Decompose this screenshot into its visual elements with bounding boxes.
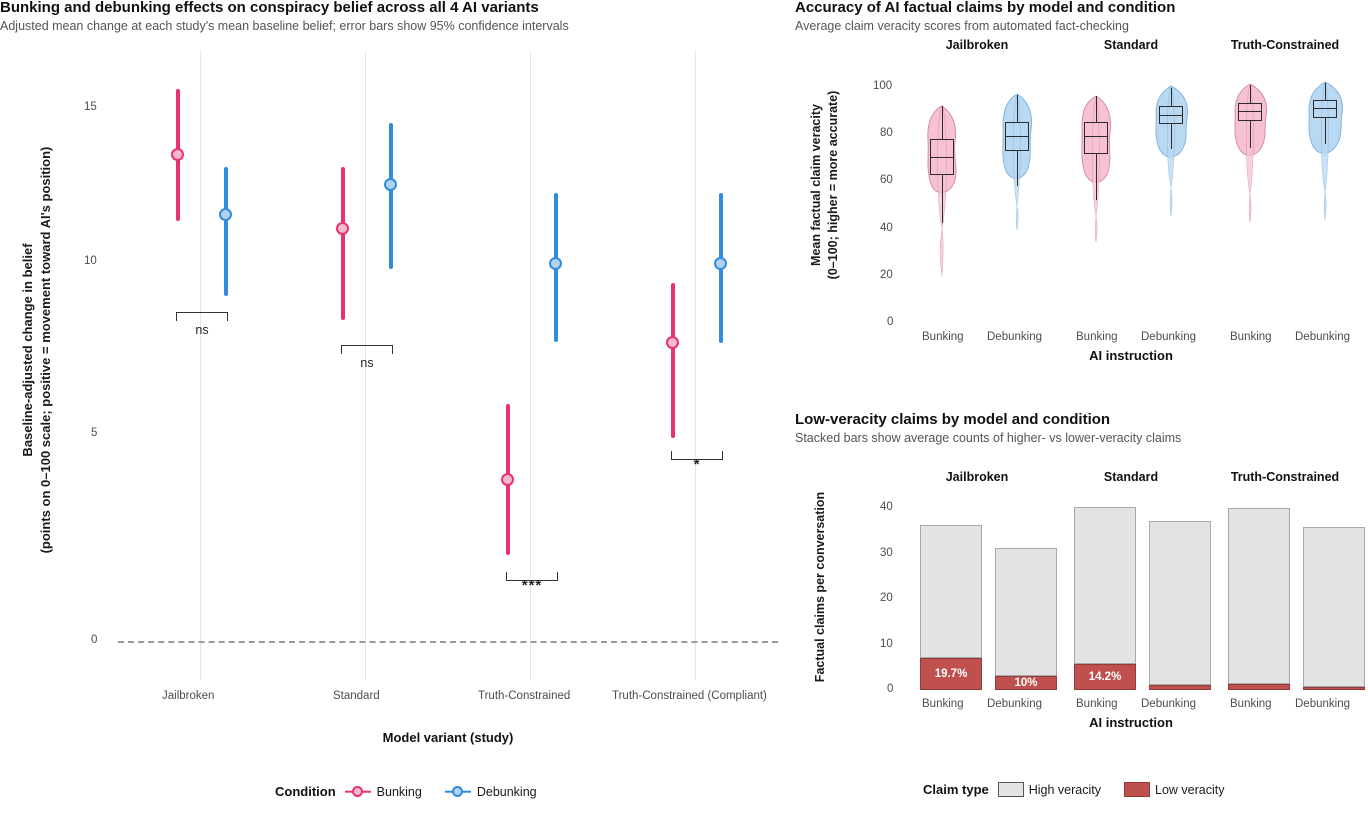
sig-label-jailbroken: ns bbox=[195, 323, 209, 337]
left-ytick-5: 5 bbox=[91, 427, 98, 439]
point-debunking-jailbroken bbox=[219, 208, 232, 221]
condition-legend-title: Condition bbox=[275, 784, 336, 799]
rt-strip-jailbroken: Jailbroken bbox=[945, 38, 1009, 52]
box-standard-bunking bbox=[1084, 122, 1108, 154]
bar-low-tc-debunking[interactable] bbox=[1303, 687, 1365, 690]
legend-item-low-veracity[interactable] bbox=[1124, 782, 1224, 797]
rb-ytick-10: 10 bbox=[880, 638, 893, 650]
errorbar-debunking-jailbroken bbox=[224, 167, 228, 296]
rt-x-axis-title: AI instruction bbox=[1089, 348, 1173, 363]
legend-item-debunking[interactable] bbox=[445, 785, 537, 799]
bar-high-standard-bunking[interactable] bbox=[1074, 507, 1136, 664]
rt-xtick-standard-debunking: Debunking bbox=[1141, 331, 1196, 343]
gridline-truth-constrained-compliant bbox=[695, 50, 696, 680]
rb-xtick-standard-debunking: Debunking bbox=[1141, 698, 1196, 710]
rt-ytick-80: 80 bbox=[880, 127, 893, 139]
rb-plot-area bbox=[900, 490, 1362, 690]
pct-label-jailbroken-bunking: 19.7% bbox=[934, 668, 968, 680]
sig-label-standard: ns bbox=[360, 356, 374, 370]
whisker-upper-tc-bunking bbox=[1250, 85, 1251, 103]
pct-label-standard-bunking: 14.2% bbox=[1088, 671, 1122, 683]
whisker-upper-tc-debunking bbox=[1325, 83, 1326, 100]
left-ytick-15: 15 bbox=[84, 101, 97, 113]
rb-xtick-tc-debunking: Debunking bbox=[1295, 698, 1350, 710]
rb-ytick-30: 30 bbox=[880, 547, 893, 559]
rt-ytick-100: 100 bbox=[873, 80, 893, 92]
rt-ytick-20: 20 bbox=[880, 269, 893, 281]
rb-xtick-standard-bunking: Bunking bbox=[1076, 698, 1118, 710]
left-y-axis-title-line2: (points on 0–100 scale; positive = movement toward AI's position) bbox=[38, 146, 53, 554]
rb-xtick-jailbroken-debunking: Debunking bbox=[987, 698, 1042, 710]
left-xtick-truth-constrained: Truth-Constrained bbox=[478, 690, 571, 702]
whisker-lower-standard-bunking bbox=[1096, 154, 1097, 200]
whisker-lower-tc-bunking bbox=[1250, 121, 1251, 148]
rb-ytick-0: 0 bbox=[887, 683, 894, 695]
whisker-lower-jailbroken-debunking bbox=[1017, 151, 1018, 186]
point-debunking-standard bbox=[384, 178, 397, 191]
point-debunking-tc-compliant bbox=[714, 257, 727, 270]
left-y-axis-title-line1: Baseline-adjusted change in belief bbox=[20, 243, 35, 457]
rt-y-axis-title-line1: Mean factual claim veracity bbox=[809, 104, 823, 266]
rb-y-axis-title: Factual claims per conversation bbox=[813, 491, 827, 683]
rt-xtick-tc-bunking: Bunking bbox=[1230, 331, 1272, 343]
point-bunking-tc-compliant bbox=[666, 336, 679, 349]
bar-low-standard-debunking[interactable] bbox=[1149, 685, 1211, 690]
left-panel-subtitle: Adjusted mean change at each study's mean baseline belief; error bars show 95% confidence intervals bbox=[0, 18, 569, 33]
whisker-lower-jailbroken-bunking bbox=[942, 175, 943, 223]
bar-low-tc-bunking[interactable] bbox=[1228, 684, 1290, 690]
rt-panel-title: Accuracy of AI factual claims by model and condition bbox=[795, 0, 1176, 16]
sig-label-tc-compliant: * bbox=[693, 456, 701, 473]
rb-xtick-jailbroken-bunking: Bunking bbox=[922, 698, 964, 710]
errorbar-bunking-standard bbox=[341, 167, 345, 320]
rb-x-axis-title: AI instruction bbox=[1089, 715, 1173, 730]
rt-strip-standard: Standard bbox=[1103, 38, 1159, 52]
legend-label-bunking: Bunking bbox=[376, 784, 422, 799]
legend-item-bunking[interactable] bbox=[345, 785, 422, 799]
rt-panel-subtitle: Average claim veracity scores from automated fact-checking bbox=[795, 18, 1129, 33]
bar-high-jailbroken-bunking[interactable] bbox=[920, 525, 982, 658]
rb-strip-truth-constrained: Truth-Constrained bbox=[1230, 470, 1340, 484]
zero-reference-line bbox=[118, 641, 778, 643]
errorbar-bunking-tc-compliant bbox=[671, 283, 675, 438]
median-standard-bunking bbox=[1084, 136, 1108, 137]
rb-xtick-tc-bunking: Bunking bbox=[1230, 698, 1272, 710]
legend-swatch-low-veracity bbox=[1124, 782, 1150, 797]
rt-strip-truth-constrained: Truth-Constrained bbox=[1230, 38, 1340, 52]
point-debunking-truth-constrained bbox=[549, 257, 562, 270]
errorbar-debunking-standard bbox=[389, 123, 393, 269]
rt-y-axis-title-line2: (0–100; higher = more accurate) bbox=[826, 90, 840, 280]
whisker-lower-standard-debunking bbox=[1171, 124, 1172, 149]
whisker-lower-tc-debunking bbox=[1325, 118, 1326, 144]
claim-type-legend bbox=[923, 782, 1224, 797]
whisker-upper-standard-bunking bbox=[1096, 96, 1097, 122]
legend-label-debunking: Debunking bbox=[476, 784, 537, 799]
left-xtick-tc-compliant: Truth-Constrained (Compliant) bbox=[612, 690, 767, 702]
median-truth-constrained-bunking bbox=[1238, 111, 1262, 112]
legend-swatch-high-veracity bbox=[998, 782, 1024, 797]
left-ytick-10: 10 bbox=[84, 255, 97, 267]
condition-legend bbox=[275, 784, 537, 799]
median-jailbroken-bunking bbox=[930, 157, 954, 158]
point-bunking-standard bbox=[336, 222, 349, 235]
gridline-jailbroken bbox=[200, 50, 201, 680]
sig-label-truth-constrained: *** bbox=[521, 577, 543, 594]
rb-strip-standard: Standard bbox=[1103, 470, 1159, 484]
left-panel-title: Bunking and debunking effects on conspiracy belief across all 4 AI variants bbox=[0, 0, 539, 16]
pct-label-jailbroken-debunking: 10% bbox=[1014, 677, 1038, 689]
bar-high-tc-bunking[interactable] bbox=[1228, 508, 1290, 684]
point-bunking-truth-constrained bbox=[501, 473, 514, 486]
whisker-upper-jailbroken-debunking bbox=[1017, 95, 1018, 122]
rt-ytick-40: 40 bbox=[880, 222, 893, 234]
rb-panel-subtitle: Stacked bars show average counts of higher- vs lower-veracity claims bbox=[795, 430, 1182, 445]
whisker-upper-jailbroken-bunking bbox=[942, 106, 943, 139]
median-jailbroken-debunking bbox=[1005, 136, 1029, 137]
median-truth-constrained-debunking bbox=[1313, 108, 1337, 109]
rb-ytick-40: 40 bbox=[880, 501, 893, 513]
legend-marker-bunking bbox=[345, 786, 363, 797]
legend-label-low-veracity: Low veracity bbox=[1155, 782, 1225, 797]
left-x-axis-title: Model variant (study) bbox=[382, 730, 514, 745]
rb-ytick-20: 20 bbox=[880, 592, 893, 604]
bar-high-jailbroken-debunking[interactable] bbox=[995, 548, 1057, 676]
left-xtick-standard: Standard bbox=[333, 690, 380, 702]
rt-plot-area bbox=[900, 58, 1362, 323]
rt-xtick-tc-debunking: Debunking bbox=[1295, 331, 1350, 343]
legend-label-high-veracity: High veracity bbox=[1028, 782, 1101, 797]
sig-bracket-jailbroken bbox=[176, 312, 228, 321]
low-veracity-bar-panel bbox=[795, 412, 1368, 816]
bar-high-tc-debunking[interactable] bbox=[1303, 527, 1365, 687]
rt-xtick-jailbroken-debunking: Debunking bbox=[987, 331, 1042, 343]
rt-xtick-standard-bunking: Bunking bbox=[1076, 331, 1118, 343]
bar-high-standard-debunking[interactable] bbox=[1149, 521, 1211, 685]
legend-item-high-veracity[interactable] bbox=[998, 782, 1101, 797]
point-bunking-jailbroken bbox=[171, 148, 184, 161]
left-ytick-0: 0 bbox=[91, 634, 98, 646]
rb-panel-title: Low-veracity claims by model and condition bbox=[795, 411, 1111, 428]
median-standard-debunking bbox=[1159, 115, 1183, 116]
veracity-violin-panel bbox=[795, 0, 1368, 400]
claim-type-legend-title: Claim type bbox=[923, 782, 989, 797]
sig-bracket-standard bbox=[341, 345, 393, 354]
left-plot-area bbox=[118, 50, 778, 680]
rt-xtick-jailbroken-bunking: Bunking bbox=[922, 331, 964, 343]
legend-marker-debunking bbox=[445, 786, 463, 797]
rb-strip-jailbroken: Jailbroken bbox=[945, 470, 1009, 484]
rt-ytick-60: 60 bbox=[880, 174, 893, 186]
left-xtick-jailbroken: Jailbroken bbox=[162, 690, 215, 702]
rt-ytick-0: 0 bbox=[887, 316, 894, 328]
whisker-upper-standard-debunking bbox=[1171, 88, 1172, 106]
